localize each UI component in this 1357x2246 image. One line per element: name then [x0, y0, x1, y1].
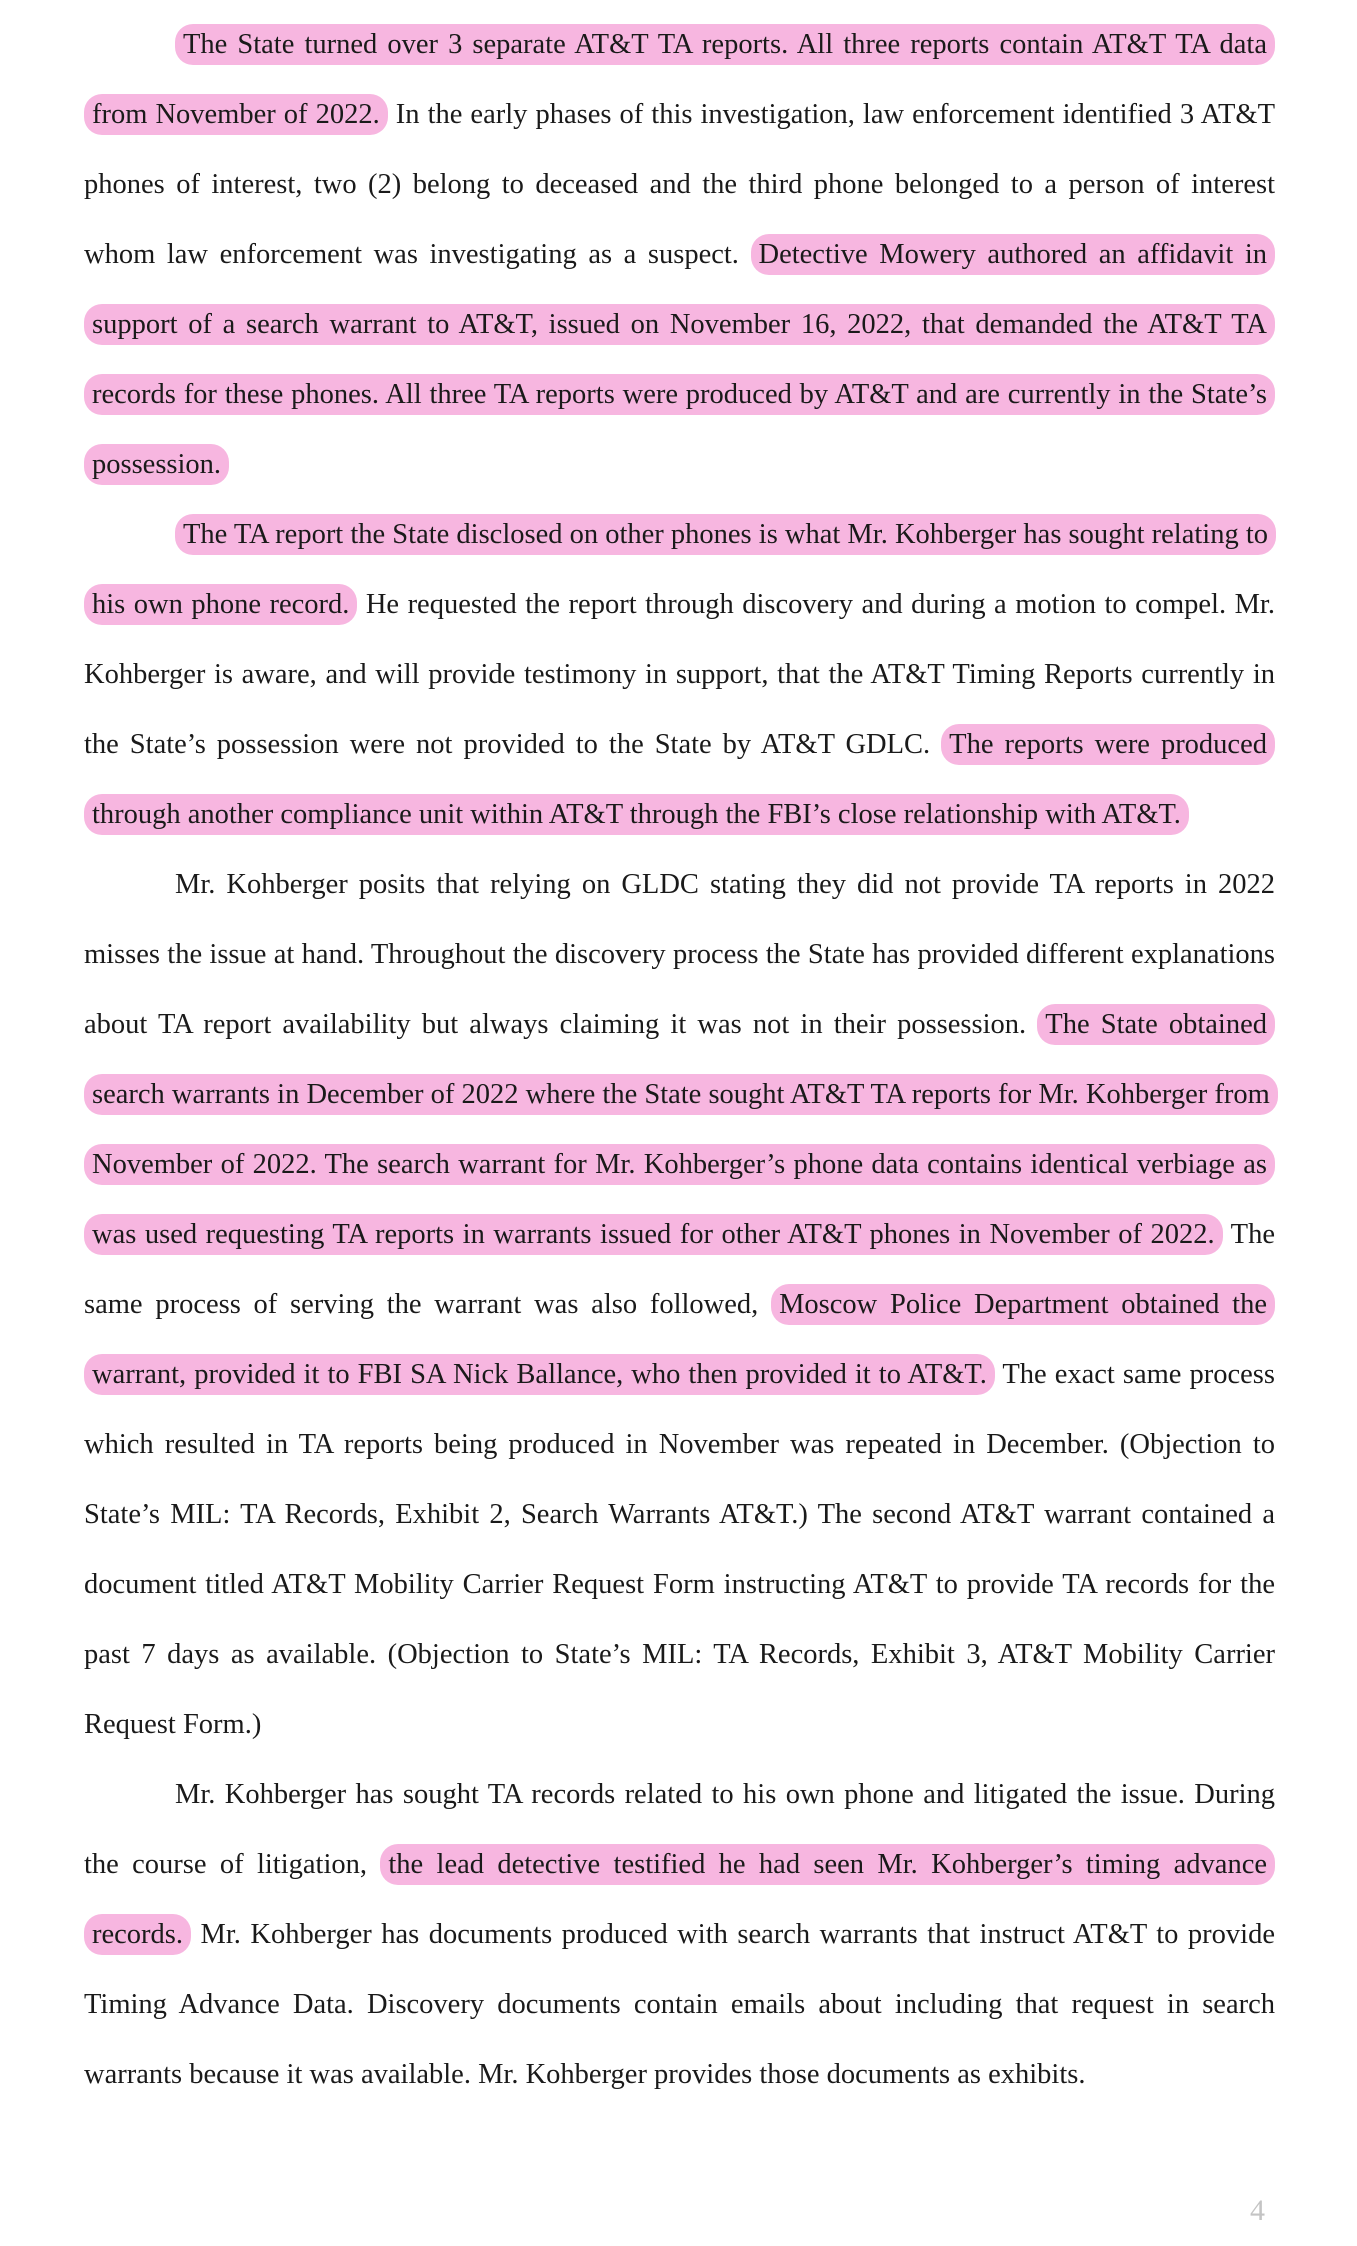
body-text: He requested the report through discovery and during a motion to compel. Mr. Kohberger is aware, and will provide testimony in support, that the AT&T Timing Reports currently in the State’s possession were not provided to the State by AT&T GDLC.	[84, 589, 1275, 760]
body-text: Mr. Kohberger has sought TA records related to his own phone and litigated the issue. During the course of litigation,	[84, 1779, 1275, 1880]
paragraph-4	[84, 1760, 1275, 2110]
body-text: In the early phases of this investigation, law enforcement identified 3 AT&T phones of interest, two (2) belong to deceased and the third phone belonged to a person of interest whom law enforcement was investigating as a suspect.	[84, 99, 1275, 270]
highlighted-text: The State turned over 3 separate AT&T TA reports. All three reports contain AT&T TA data from November of 2022.	[84, 24, 1275, 135]
highlighted-text: Detective Mowery authored an affidavit in support of a search warrant to AT&T, issued on November 16, 2022, that demanded the AT&T TA records for these phones. All three TA reports were produced by AT&T and are currently in the State’s possession.	[84, 234, 1275, 485]
highlighted-text: Moscow Police Department obtained the warrant, provided it to FBI SA Nick Ballance, who then provided it to AT&T.	[84, 1284, 1275, 1395]
paragraph-1	[84, 10, 1275, 500]
body-text: Mr. Kohberger has documents produced with search warrants that instruct AT&T to provide Timing Advance Data. Discovery documents contain emails about including that request in search warrants because it was available. Mr. Kohberger provides those documents as exhibits.	[84, 1919, 1275, 2090]
highlighted-text: the lead detective testified he had seen Mr. Kohberger’s timing advance records.	[84, 1844, 1275, 1955]
body-text: The exact same process which resulted in TA reports being produced in November was repeated in December. (Objection to State’s MIL: TA Records, Exhibit 2, Search Warrants AT&T.) The second AT&T warrant contained a document titled AT&T Mobility Carrier Request Form instructing AT&T to provide TA records for the past 7 days as available. (Objection to State’s MIL: TA Records, Exhibit 3, AT&T Mobility Carrier Request Form.)	[84, 1359, 1275, 1740]
body-text: Mr. Kohberger posits that relying on GLDC stating they did not provide TA reports in 2022 misses the issue at hand. Throughout the discovery process the State has provided different explanations about TA report availability but always claiming it was not in their possession.	[84, 869, 1275, 1040]
highlighted-text: The State obtained search warrants in December of 2022 where the State sought AT&T TA reports for Mr. Kohberger from November of 2022. The search warrant for Mr. Kohberger’s phone data contains identical verbiage as was used requesting TA reports in warrants issued for other AT&T phones in November of 2022.	[84, 1004, 1278, 1255]
highlighted-text: The TA report the State disclosed on other phones is what Mr. Kohberger has sought relating to his own phone record.	[84, 514, 1276, 625]
paragraph-3	[84, 850, 1275, 1760]
paragraph-2	[84, 500, 1275, 850]
highlighted-text: The reports were produced through another compliance unit within AT&T through the FBI’s close relationship with AT&T.	[84, 724, 1275, 835]
body-text: The same process of serving the warrant was also followed,	[84, 1219, 1275, 1320]
page-number: 4	[1250, 2194, 1265, 2227]
